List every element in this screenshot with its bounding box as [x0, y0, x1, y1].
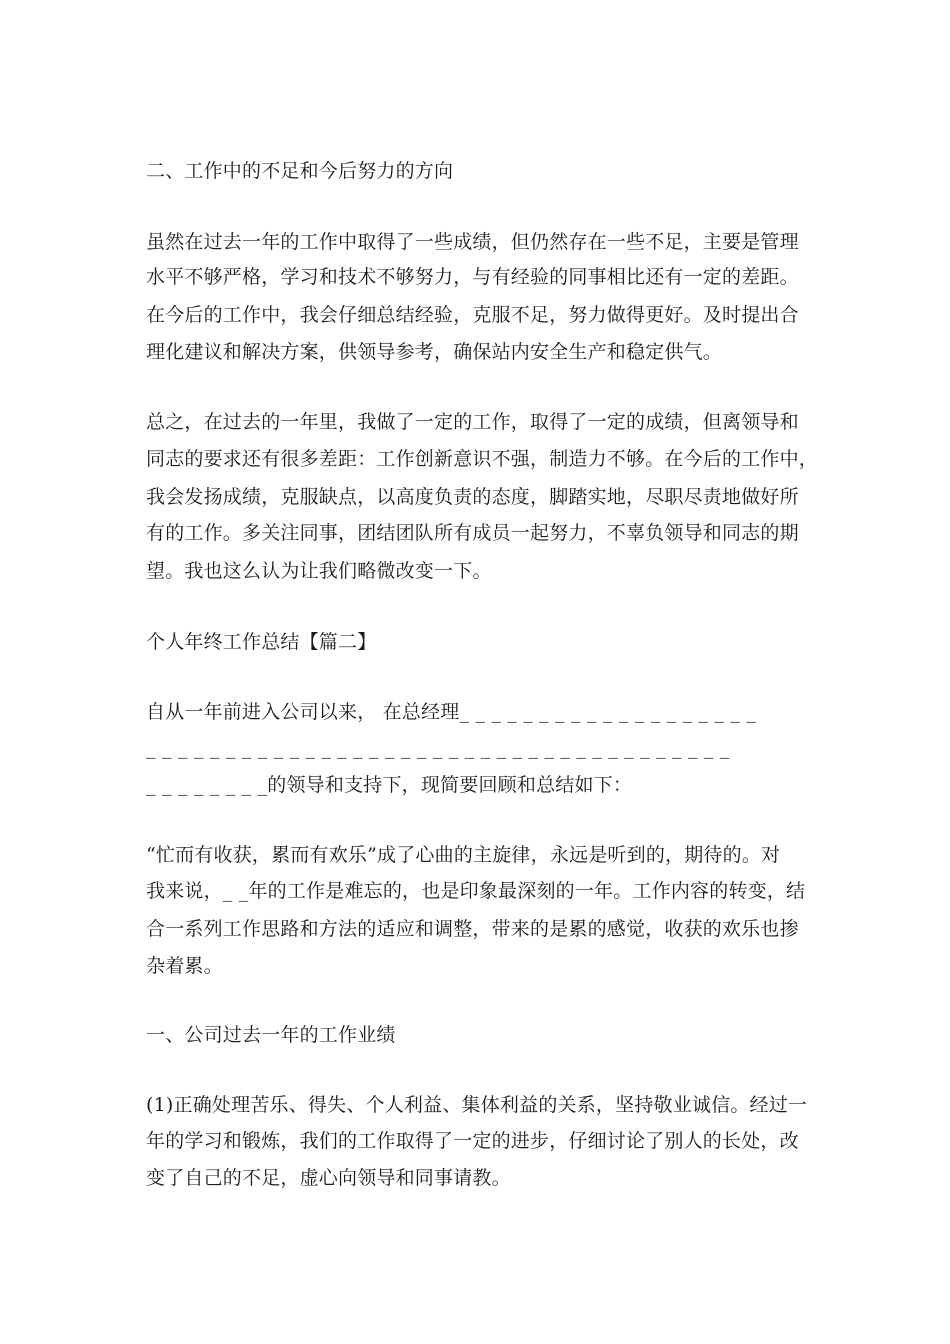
paragraph-line: _ _ _ _ _ _ _ _的领导和支持下，现简要回顾和总结如下： [146, 774, 633, 796]
section-heading-shortcomings: 二、工作中的不足和今后努力的方向 [146, 160, 454, 182]
paragraph-line: (1)正确处理苦乐、得失、个人利益、集体利益的关系，坚持敬业诚信。经过一 [146, 1094, 808, 1116]
paragraph-line: 我来说，_ _年的工作是难忘的，也是印象最深刻的一年。工作内容的转变，结 [146, 880, 806, 902]
paragraph-line: 虽然在过去一年的工作中取得了一些成绩，但仍然存在一些不足，主要是管理 [146, 231, 799, 253]
paragraph-line: 总之，在过去的一年里，我做了一定的工作，取得了一定的成绩，但离领导和 [146, 411, 799, 433]
paragraph-line: 我会发扬成绩，克服缺点，以高度负责的态度，脚踏实地，尽职尽责地做好所 [146, 486, 799, 508]
paragraph-line: “忙而有收获，累而有欢乐”成了心曲的主旋律，永远是听到的，期待的。对 [146, 844, 781, 866]
paragraph-line: 理化建议和解决方案，供领导参考，确保站内安全生产和稳定供气。 [146, 341, 723, 363]
paragraph-line: 年的学习和锻炼，我们的工作取得了一定的进步，仔细讨论了别人的长处，改 [146, 1130, 799, 1152]
paragraph-line: 变了自己的不足，虚心向领导和同事请教。 [146, 1167, 511, 1189]
paragraph-line: 同志的要求还有很多差距：工作创新意识不强，制造力不够。在今后的工作中， [146, 448, 819, 470]
paragraph-line: _ _ _ _ _ _ _ _ _ _ _ _ _ _ _ _ _ _ _ _ _ _ _ _ _ _ _ _ _ _ _ _ _ _ _ _ _ [146, 737, 730, 759]
paragraph-line: 水平不够严格，学习和技术不够努力，与有经验的同事相比还有一定的差距。 [146, 266, 799, 288]
article-title: 个人年终工作总结【篇二】 [146, 631, 377, 653]
paragraph-line: 有的工作。多关注同事，团结团队所有成员一起努力，不辜负领导和同志的期 [146, 522, 799, 544]
paragraph-line: 合一系列工作思路和方法的适应和调整，带来的是累的感觉，收获的欢乐也掺 [146, 918, 799, 940]
section-heading-performance: 一、公司过去一年的工作业绩 [146, 1024, 396, 1046]
paragraph-line: 在今后的工作中，我会仔细总结经验，克服不足，努力做得更好。及时提出合 [146, 304, 799, 326]
paragraph-line: 望。我也这么认为让我们略微改变一下。 [146, 560, 492, 582]
paragraph-line: 杂着累。 [146, 955, 223, 977]
paragraph-line: 自从一年前进入公司以来， 在总经理_ _ _ _ _ _ _ _ _ _ _ _ _ _ _ _ _ _ _ [146, 701, 757, 723]
